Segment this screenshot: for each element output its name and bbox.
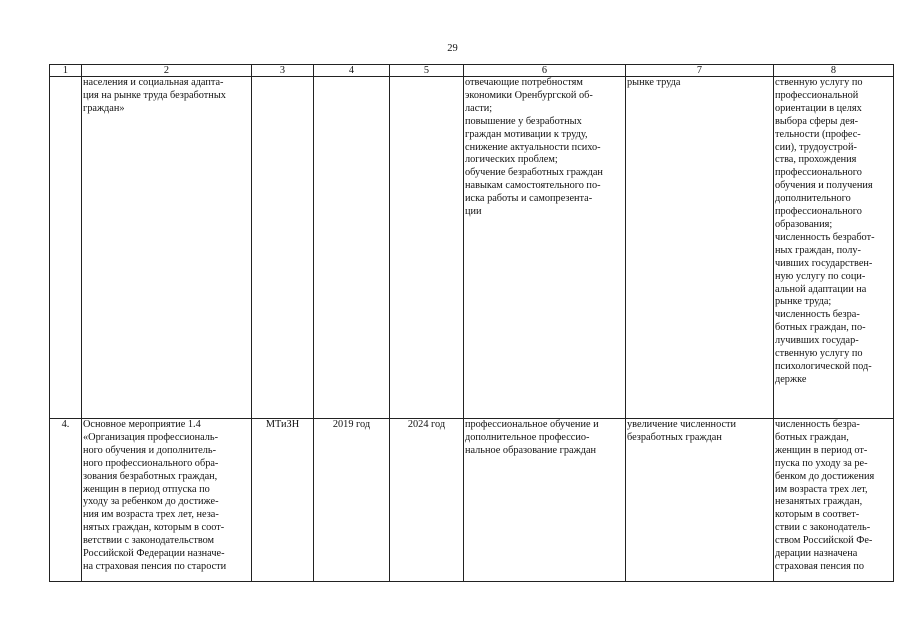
- page-number: 29: [447, 43, 458, 54]
- text-line: «Организация профессиональ-: [83, 431, 219, 443]
- activity-name-cell: [82, 419, 252, 582]
- text-line: обучение безработных граждан: [465, 167, 603, 179]
- text-line: им возраста трех лет,: [775, 483, 868, 495]
- text-line: уходу за ребенком до достиже-: [83, 496, 219, 508]
- text-line: профессиональной: [775, 89, 859, 101]
- text-line: пуска по уходу за ре-: [775, 457, 868, 469]
- text-line: экономики Оренбургской об-: [465, 89, 593, 101]
- text-line: увеличение численности: [627, 419, 737, 430]
- text-line: ласти;: [465, 102, 493, 114]
- text-line: ция на рынке труда безработных: [83, 89, 226, 101]
- text-line: населения и социальная адапта-: [83, 77, 224, 88]
- text-line: логических проблем;: [465, 154, 558, 166]
- text-line: граждан»: [83, 102, 125, 114]
- header-cell: 1: [50, 65, 82, 77]
- text-line: психологической под-: [775, 360, 872, 372]
- text-line: ния им возраста трех лет, неза-: [83, 509, 219, 521]
- text-line: повышение у безработных: [465, 115, 582, 127]
- text-line: которым в соответ-: [775, 509, 860, 521]
- text-line: ботных граждан,: [775, 431, 849, 443]
- text-line: численность безра-: [775, 309, 860, 321]
- text-line: численность безра-: [775, 419, 860, 430]
- text-line: иска работы и самопрезента-: [465, 193, 593, 205]
- text-line: чивших государствен-: [775, 257, 873, 269]
- indicator-cell: [774, 419, 894, 582]
- text-line: ботных граждан, по-: [775, 322, 866, 334]
- text-line: численность безработ-: [775, 231, 875, 243]
- text-line: на страховая пенсия по старости: [83, 560, 227, 572]
- table-row: [50, 419, 894, 582]
- text-line: отвечающие потребностям: [465, 77, 583, 88]
- program-table: [49, 64, 894, 582]
- text-line: дополнительное профессио-: [465, 431, 590, 443]
- text-line: граждан мотивации к труду,: [465, 128, 588, 140]
- text-line: профессиональное обучение и: [465, 419, 599, 430]
- header-cell: 8: [774, 65, 894, 77]
- text-line: держке: [775, 373, 807, 385]
- header-row: [50, 65, 894, 77]
- text-line: ориентации в целях: [775, 102, 862, 114]
- text-line: лучивших государ-: [775, 335, 859, 347]
- text-line: профессионального: [775, 167, 862, 179]
- start-date-cell: 2019 год: [314, 419, 390, 582]
- text-line: женщин в период от-: [775, 444, 868, 456]
- expected-result-cell: [464, 77, 626, 419]
- text-line: снижение актуальности психо-: [465, 141, 601, 153]
- text-line: рынке труда;: [775, 296, 832, 308]
- consequences-cell: [626, 77, 774, 419]
- row-number-cell: 4.: [50, 419, 82, 582]
- text-line: ветствии с законодательством: [83, 535, 215, 547]
- header-cell: 6: [464, 65, 626, 77]
- start-date-cell: [314, 77, 390, 419]
- executor-cell: МТиЗН: [252, 419, 314, 582]
- end-date-cell: [390, 77, 464, 419]
- text-line: Основное мероприятие 1.4: [83, 419, 201, 430]
- activity-name-cell: [82, 77, 252, 419]
- text-line: ственную услугу по: [775, 348, 863, 360]
- expected-result-cell: [464, 419, 626, 582]
- text-line: женщин в период отпуска по: [83, 483, 210, 495]
- text-line: ную услугу по соци-: [775, 270, 866, 282]
- text-line: ции: [465, 206, 482, 218]
- header-cell: 2: [82, 65, 252, 77]
- header-cell: 3: [252, 65, 314, 77]
- header-cell: 7: [626, 65, 774, 77]
- text-line: ственную услугу по: [775, 77, 863, 88]
- text-line: образования;: [775, 218, 833, 230]
- text-line: ного профессионального обра-: [83, 457, 219, 469]
- text-line: ных граждан, полу-: [775, 244, 861, 256]
- text-line: ства, прохождения: [775, 154, 857, 166]
- consequences-cell: [626, 419, 774, 582]
- header-cell: 5: [390, 65, 464, 77]
- end-date-cell: 2024 год: [390, 419, 464, 582]
- text-line: дерации назначена: [775, 548, 858, 560]
- indicator-cell: [774, 77, 894, 419]
- text-line: рынке труда: [627, 77, 681, 88]
- text-line: безработных граждан: [627, 431, 722, 443]
- text-line: бенком до достижения: [775, 470, 875, 482]
- header-cell: 4: [314, 65, 390, 77]
- text-line: обучения и получения: [775, 180, 873, 192]
- text-line: выбора сферы дея-: [775, 115, 859, 127]
- text-line: ствии с законодатель-: [775, 522, 871, 534]
- text-line: страховая пенсия по: [775, 560, 865, 572]
- text-line: зования безработных граждан,: [83, 470, 218, 482]
- text-line: ного обучения и дополнитель-: [83, 444, 217, 456]
- text-line: ством Российской Фе-: [775, 535, 873, 547]
- text-line: нятых граждан, которым в соот-: [83, 522, 225, 534]
- text-line: нальное образование граждан: [465, 444, 597, 456]
- text-line: тельности (профес-: [775, 128, 861, 140]
- text-line: сии), трудоустрой-: [775, 141, 857, 153]
- text-line: профессионального: [775, 206, 862, 218]
- row-number-cell: [50, 77, 82, 419]
- text-line: альной адаптации на: [775, 283, 867, 295]
- text-line: незанятых граждан,: [775, 496, 863, 508]
- text-line: Российской Федерации назначе-: [83, 548, 225, 560]
- text-line: навыкам самостоятельного по-: [465, 180, 601, 192]
- table-row: [50, 77, 894, 419]
- text-line: дополнительного: [775, 193, 851, 205]
- executor-cell: [252, 77, 314, 419]
